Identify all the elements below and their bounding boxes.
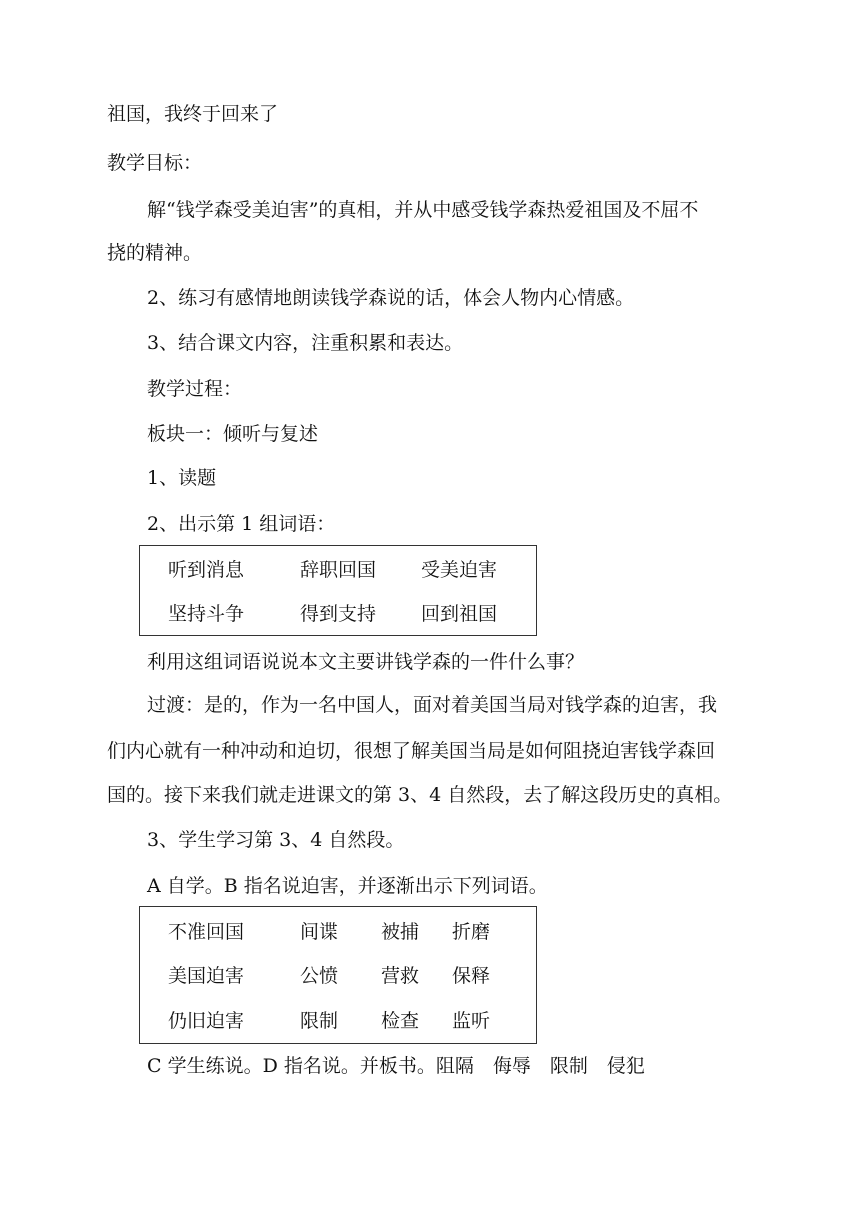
word-cell: 检查: [381, 1010, 420, 1032]
transition-line2: 们内心就有一种冲动和迫切，很想了解美国当局是如何阻挠迫害钱学森回: [107, 740, 716, 762]
word-cell: 美国迫害: [168, 965, 245, 987]
word-box-1: [139, 545, 537, 636]
word-cell: 保释: [452, 965, 491, 987]
block-1-heading: 板块一：倾听与复述: [147, 423, 319, 445]
step-2: 2、出示第 1 组词语：: [147, 513, 336, 535]
word-cell: 间谍: [300, 921, 339, 943]
objective-2: 2、练习有感情地朗读钱学森说的话，体会人物内心情感。: [147, 287, 635, 309]
step-3: 3、学生学习第 3、4 自然段。: [147, 829, 405, 851]
word-cell: 坚持斗争: [168, 603, 245, 625]
word-cell: 监听: [452, 1010, 491, 1032]
transition-line1: 过渡：是的，作为一名中国人，面对着美国当局对钱学森的迫害，我: [147, 694, 718, 716]
objective-1-line1: 解“钱学森受美迫害”的真相，并从中感受钱学森热爱祖国及不屈不: [147, 199, 699, 221]
step-1: 1、读题: [147, 467, 217, 489]
word-cell: 折磨: [452, 921, 491, 943]
question: 利用这组词语说说本文主要讲钱学森的一件什么事？: [147, 651, 585, 673]
word-cell: 辞职回国: [300, 559, 377, 581]
step-a-b: A 自学。B 指名说迫害，并逐渐出示下列词语。: [147, 875, 548, 897]
word-cell: 受美迫害: [421, 559, 498, 581]
word-box-2: [139, 906, 537, 1044]
word-cell: 仍旧迫害: [168, 1010, 245, 1032]
document-title: 祖国，我终于回来了: [107, 103, 279, 125]
word-cell: 营救: [381, 965, 420, 987]
word-cell: 得到支持: [300, 603, 377, 625]
word-cell: 限制: [300, 1010, 339, 1032]
objective-3: 3、结合课文内容，注重积累和表达。: [147, 332, 464, 354]
word-cell: 公愤: [300, 965, 339, 987]
process-heading: 教学过程：: [147, 378, 243, 400]
word-cell: 被捕: [381, 921, 420, 943]
word-cell: 不准回国: [168, 921, 245, 943]
transition-line3: 国的。接下来我们就走进课文的第 3、4 自然段，去了解这段历史的真相。: [107, 784, 733, 806]
objective-1-line2: 挠的精神。: [107, 242, 203, 264]
step-c-d: C 学生练说。D 指名说。并板书。阻隔 侮辱 限制 侵犯: [147, 1055, 645, 1077]
objectives-heading: 教学目标：: [107, 152, 203, 174]
word-cell: 回到祖国: [421, 603, 498, 625]
word-cell: 听到消息: [168, 559, 245, 581]
